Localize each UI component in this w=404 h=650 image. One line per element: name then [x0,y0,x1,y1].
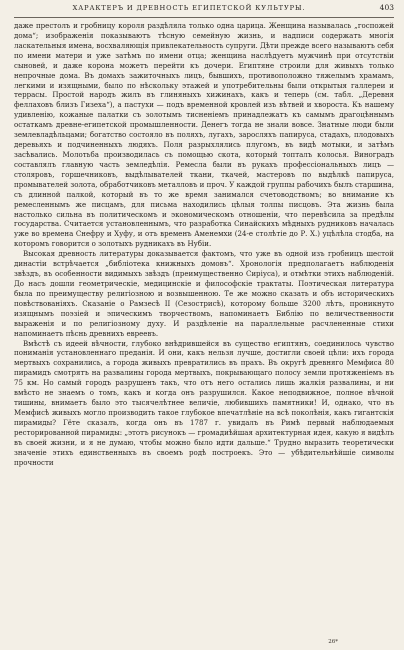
paragraph: Высокая древность литературы доказывается фактомъ, что уже въ одной изъ гробницъ шестой династіи встрѣчается „библіотека книжныхъ домовъ“. Хронологія предполагаетъ наблюденія звѣздъ, въ особенности видимыхъ звѣздъ (преимущественно Сиріуса), и отмѣтки этихъ наблюденій. До насъ дошли геометрическіе, медицинскіе и философскіе трактаты. Поэтическая литература была по преимуществу религіозною и возвышенною. Те же можно сказать и объ историческихъ повѣствованіяхъ. Сказаніе о Рамзесѣ II (Сезострисѣ), которому больше 3200 лѣтъ, проникнуто изящнымъ поэзіей и эпическимъ творчествомъ, напоминаетъ Библію по величественности выраженія и по религіозному духу. И раздѣленіе на параллельные расчлененные стихи напоминаетъ пѣснь древнихъ евреевъ. [14,249,394,338]
paragraph: Вмѣстѣ съ идеей вѣчности, глубоко внѣдрившейся въ существо египтянъ, соединилось чувство пониманія установленнаго преданія. И они, какъ нельзя лучше, достигли своей цѣли: ихъ города мертвыхъ сохранились, а города живыхъ превратились въ прахъ. Въ округѣ древняго Мемфиса 80 пирамидъ смотрятъ на развалины города мертвыхъ, покрывающаго полосу земли протяженіемъ въ 75 км. Но самый городъ разрушенъ такъ, что отъ него остались лишь жалкія развалины, и ни вмѣсто не знаемъ о томъ, какъ и когда онъ разрушился. Какое неподвижное, полное вѣчной тишины, внимаетъ было это тысячелѣтнее величіе, любившихъ памятники! И, однако, что въ Мемфисѣ живыхъ могло производить такое глубокое впечатлѣніе на всѣ поколѣнія, какъ гигантскія пирамиды? Гёте сказалъ, когда онъ въ 1787 г. увидалъ въ Римѣ первый наблюдаемыя ресторированной пирамиды: „этотъ рисунокъ — громадиѣйшая архитектурная идея, какую я видѣлъ въ своей жизни, и я не думаю, чтобы можно было идти дальше.“ Трудно выразить теоретически значеніе этихъ единственныхъ въ своемъ родѣ построекъ. Это — убѣдительнѣйшіе символы прочности [14,338,394,467]
page-header [14,4,394,18]
running-title: ХАРАКТЕРЪ И ДРЕВНОСТЬ ЕГИПЕТСКОЙ КУЛЬТУРЫ. [72,4,306,12]
page-number: 403 [379,3,394,12]
body-text [14,21,394,641]
paragraph: даже престолъ и гробницу короля раздѣляла только одна царица. Женщина называлась „госпожей дома“; изображенія показываютъ тѣсную семейную жизнь, и надписи содержатъ многія ласкательныя имена, восхваляющія привлекательность супруги. Дѣти прежде всего называютъ себя по имени матери и уже затѣмъ по имени отца; женщина наслѣдуетъ мужчинѣ при отсутствіи сыновей, и даже корона можетъ перейти къ дочери. Египтяне строили для живыхъ только непрочные дома. Въ домахъ зажиточныхъ лицъ, бывшихъ, противоположно тяжелымъ храмамъ, легкими и изящными, было по нѣскольку этажей и употребительны были открытыя галлереи и террасы. Простой народъ жилъ въ глиняныхъ хижинахъ, какъ и теперь (см. табл. „Деревня феллаховъ близъ Гизеха“), а пастухи — подъ временной кровлей изъ вѣтвей и хвороста. Къ нашему удивленію, кожаные палатки съ золотымъ тисненіемъ принадлежатъ къ самымъ драгоцѣннымъ остаткамъ древне-египетской промышленности. Денегъ тогда не знали вовсе. Знатные люди были землевладѣльцами; богатство состояло въ поляхъ, лугахъ, заросляхъ папируса, стадахъ, плодовыхъ деревьяхъ и подчиненныхъ людяхъ. Поля разрыхлялись плугомъ, въ видѣ мотыки, и затѣмъ засѣвались. Молотьба производилась съ помощью скота, который топталъ колосья. Виноградъ составлялъ главную часть земледѣлія. Ремесла были въ рукахъ профессіональныхъ лицъ — столяровъ, горшечниковъ, выдѣлывателей ткани, ткачей, мастеровъ по выдѣлкѣ папируса, промывателей золота, обработчиковъ металловъ и проч. У каждой группы рабочихъ былъ старшина, съ длинной палкой, который въ то же время занимался счетоводствомъ; во внимание къ ремесленнымъ же писцамъ, для письма находились цѣлыя толпы писцовъ. Эта жизнь была настолько сильна въ политическомъ и экономическомъ отношеніи, что перевѣсила за предѣлы государства. Считается установленнымъ, что разработка Синайскихъ мѣдныхъ рудниковъ началась уже во времена Снефру и Хуфу, и отъ временъ Аменемхи (24-е столѣтіе до Р. Х.) уцѣлѣла стодба, на которомъ говорится о золотыхъ рудникахъ въ Нубіи. [14,21,394,249]
printer-signature-mark: 26* [328,639,338,645]
